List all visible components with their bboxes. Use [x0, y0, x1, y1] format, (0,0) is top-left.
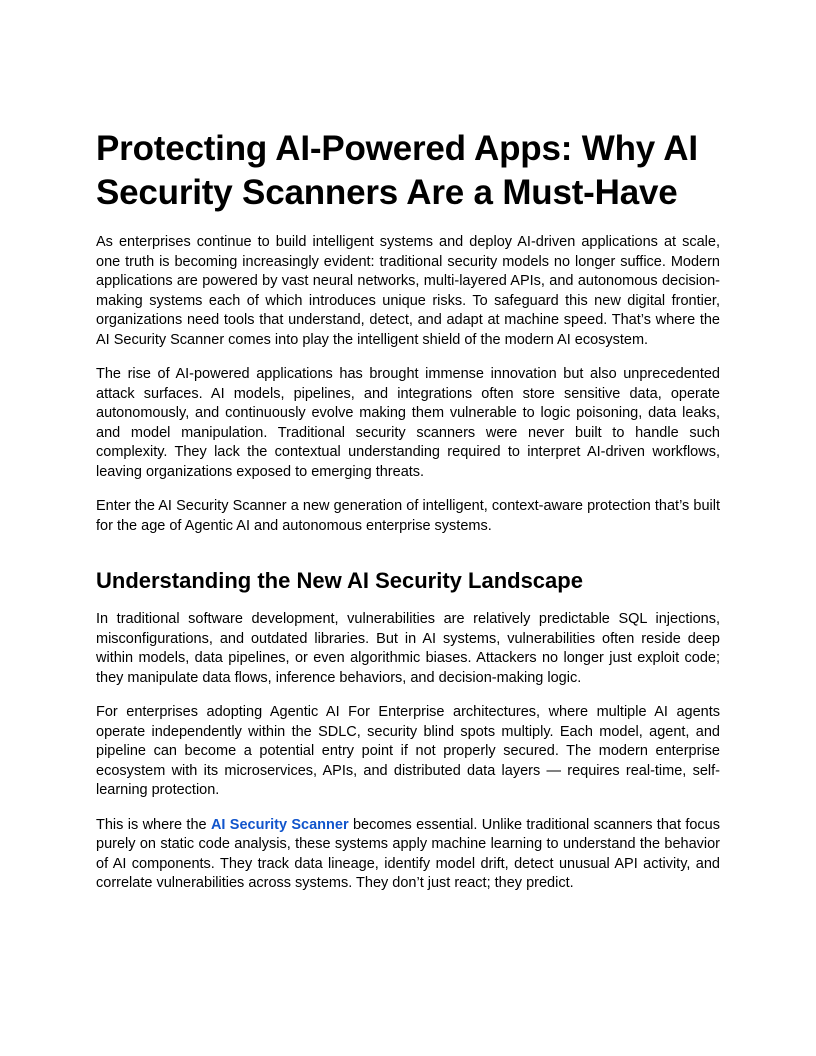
intro-paragraph-2: The rise of AI-powered applications has brought immense innovation but also unprecedented attack surfaces. AI models, pipelines, and integrations often store sensitive data, operate autonomously, and continuously evolve making them vulnerable to logic poisoning, data leaks, and model manipulation. Traditional security scanners were never built to handle such complexity. They lack the contextual understanding required to interpret AI-driven workflows, leaving organizations exposed to emerging threats.	[96, 366, 720, 480]
paragraph-text-before-link: This is where the	[96, 816, 211, 833]
section-heading: Understanding the New AI Security Landscape	[96, 568, 583, 593]
intro-paragraph-3: Enter the AI Security Scanner a new generation of intelligent, context-aware protection that’s built for the age of Agentic AI and autonomous enterprise systems.	[96, 498, 720, 534]
document-page	[96, 127, 720, 909]
section-paragraph-3	[96, 816, 720, 894]
ai-security-scanner-link[interactable]: AI Security Scanner	[210, 816, 349, 833]
section-paragraph-2: For enterprises adopting Agentic AI For Enterprise architectures, where multiple AI agents operate independently within the SDLC, security blind spots multiply. Each model, agent, and pipeline can become a potential entry point if not properly secured. The modern enterprise ecosystem with its microservices, APIs, and distributed data layers — requires real-time, self-learning protection.	[96, 704, 720, 798]
intro-paragraph-1: As enterprises continue to build intelligent systems and deploy AI-driven applications at scale, one truth is becoming increasingly evident: traditional security models no longer suffice. Modern applications are powered by vast neural networks, multi-layered APIs, and autonomous decision-making systems each of which introduces unique risks. To safeguard this new digital frontier, organizations need tools that understand, detect, and adapt at machine speed. That’s where the AI Security Scanner comes into play the intelligent shield of the modern AI ecosystem.	[96, 234, 720, 348]
document-title: Protecting AI-Powered Apps: Why AI Security Scanners Are a Must-Have	[96, 129, 698, 212]
paragraph-text-after-link: becomes essential. Unlike traditional scanners that focus purely on static code analysis, these systems apply machine learning to understand the behavior of AI components. They track data lineage, identify model drift, detect unusual API activity, and correlate vulnerabilities across systems. They don’t just react; they predict.	[96, 816, 720, 891]
section-paragraph-1: In traditional software development, vulnerabilities are relatively predictable SQL injections, misconfigurations, and outdated libraries. But in AI systems, vulnerabilities often reside deep within models, data pipelines, or even algorithmic biases. Attackers no longer just exploit code; they manipulate data flows, inference behaviors, and decision-making logic.	[96, 611, 720, 686]
